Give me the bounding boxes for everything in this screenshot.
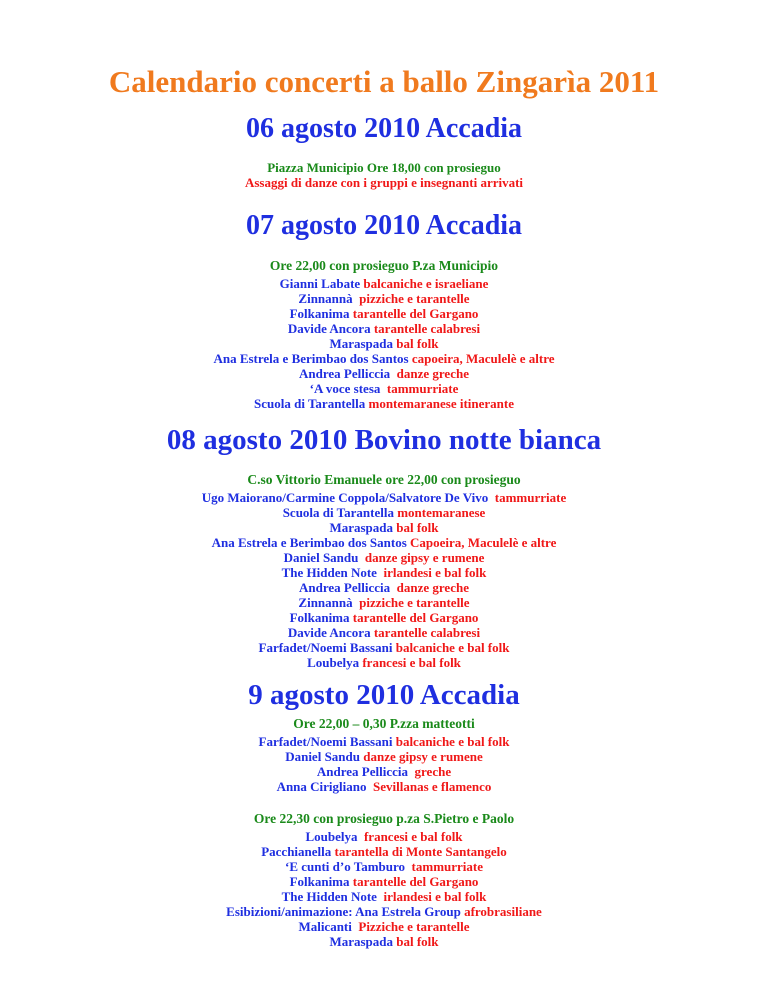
performer-name: Davide Ancora	[287, 321, 371, 336]
performer-name: ‘A voce stesa	[309, 381, 381, 396]
performer-name: Scuola di Tarantella	[254, 396, 366, 411]
dance-genre: montemaranese	[393, 505, 486, 520]
dance-genre: capoeira, Maculelè e altre	[408, 351, 555, 366]
performer-row	[0, 580, 768, 595]
section-body-06-agosto	[0, 160, 768, 190]
section-heading-07-agosto: 07 agosto 2010 Accadia	[245, 210, 523, 241]
dance-genre: balcaniche e bal folk	[392, 640, 510, 655]
dance-genre: bal folk	[393, 520, 439, 535]
performer-row	[0, 829, 768, 844]
dance-genre: irlandesi e bal folk	[376, 565, 487, 580]
dance-genre: danze greche	[390, 366, 469, 381]
event-info-line: C.so Vittorio Emanuele ore 22,00 con prosieguo	[247, 472, 521, 487]
performer-name: The Hidden Note	[281, 889, 377, 904]
section-body-07-agosto	[0, 258, 768, 411]
performer-name: Daniel Sandu	[285, 749, 360, 764]
section-body-08-agosto	[0, 472, 768, 670]
performer-row	[0, 749, 768, 764]
section-body-9-agosto	[0, 716, 768, 949]
performer-name: Ugo Maiorano/Carmine Coppola/Salvatore De Vivo	[201, 490, 489, 505]
performer-row	[0, 640, 768, 655]
performer-row	[0, 490, 768, 505]
performer-row	[0, 565, 768, 580]
performer-name: Gianni Labate	[279, 276, 361, 291]
performer-name: Esibizioni/animazione: Ana Estrela Group	[226, 904, 461, 919]
performer-name: Farfadet/Noemi Bassani	[258, 734, 393, 749]
performer-row	[0, 366, 768, 381]
performer-name: Zinnannà	[298, 595, 353, 610]
dance-genre: danze greche	[390, 580, 469, 595]
dance-genre: tarantelle calabresi	[370, 321, 481, 336]
performer-name: Maraspada	[329, 520, 394, 535]
performer-row	[0, 934, 768, 949]
performer-row	[0, 904, 768, 919]
performer-name: Ana Estrela e Berimbao dos Santos	[211, 535, 407, 550]
performer-name: Loubelya	[307, 655, 360, 670]
dance-genre: tarantelle del Gargano	[349, 874, 479, 889]
performer-row	[0, 381, 768, 396]
section-heading-08-agosto: 08 agosto 2010 Bovino notte bianca	[166, 424, 602, 456]
performer-name: Andrea Pelliccia	[316, 764, 409, 779]
dance-genre: francesi e bal folk	[359, 655, 461, 670]
performer-row	[0, 306, 768, 321]
dance-genre: bal folk	[393, 934, 439, 949]
dance-genre: montemaranese itinerante	[365, 396, 514, 411]
document-title: Calendario concerti a ballo Zingarìa 2011	[108, 64, 660, 99]
performer-row	[0, 535, 768, 550]
performer-row	[0, 595, 768, 610]
performer-row	[0, 520, 768, 535]
performer-row	[0, 764, 768, 779]
event-info-line: Ore 22,00 con prosieguo P.za Municipio	[269, 258, 499, 273]
dance-genre: Capoeira, Maculelè e altre	[406, 535, 557, 550]
dance-genre: bal folk	[393, 336, 439, 351]
section-heading-9-agosto: 9 agosto 2010 Accadia	[248, 679, 520, 711]
performer-name: Davide Ancora	[287, 625, 371, 640]
dance-genre: tammurriate	[488, 490, 567, 505]
performer-name: Folkanima	[289, 610, 350, 625]
performer-row	[0, 505, 768, 520]
performer-row	[0, 889, 768, 904]
performer-row	[0, 874, 768, 889]
performer-name: Pacchianella	[261, 844, 332, 859]
performer-name: Zinnannà	[298, 291, 353, 306]
event-info-line: Piazza Municipio Ore 18,00 con prosieguo	[267, 160, 501, 175]
dance-genre: francesi e bal folk	[357, 829, 463, 844]
dance-genre: tarantelle calabresi	[370, 625, 481, 640]
performer-name: Andrea Pelliccia	[299, 580, 391, 595]
performer-row	[0, 396, 768, 411]
performer-name: Maraspada	[329, 934, 394, 949]
dance-genre: tammurriate	[380, 381, 459, 396]
dance-genre: tarantelle del Gargano	[349, 306, 479, 321]
performer-name: Daniel Sandu	[283, 550, 359, 565]
performer-row	[0, 779, 768, 794]
event-info-line: Ore 22,00 – 0,30 P.zza matteotti	[293, 716, 475, 731]
performer-name: Andrea Pelliccia	[299, 366, 391, 381]
dance-genre: Sevillanas e flamenco	[366, 779, 492, 794]
event-note-line: Assaggi di danze con i gruppi e insegnanti arrivati	[244, 175, 524, 190]
dance-genre: pizziche e tarantelle	[352, 595, 470, 610]
dance-genre: irlandesi e bal folk	[376, 889, 487, 904]
performer-name: Folkanima	[289, 306, 350, 321]
dance-genre: greche	[408, 764, 452, 779]
performer-name: Farfadet/Noemi Bassani	[258, 640, 393, 655]
performer-name: Scuola di Tarantella	[282, 505, 394, 520]
dance-genre: balcaniche e bal folk	[392, 734, 510, 749]
performer-name: Loubelya	[305, 829, 358, 844]
dance-genre: Pizziche e tarantelle	[351, 919, 470, 934]
dance-genre: tarantella di Monte Santangelo	[331, 844, 507, 859]
performer-row	[0, 625, 768, 640]
performer-row	[0, 610, 768, 625]
performer-name: Folkanima	[289, 874, 350, 889]
performer-row	[0, 336, 768, 351]
dance-genre: afrobrasiliane	[460, 904, 542, 919]
dance-genre: pizziche e tarantelle	[352, 291, 470, 306]
performer-name: Maraspada	[329, 336, 394, 351]
performer-name: Anna Cirigliano	[276, 779, 367, 794]
performer-row	[0, 276, 768, 291]
dance-genre: danze gipsy e rumene	[360, 749, 483, 764]
event-info-line-2: Ore 22,30 con prosieguo p.za S.Pietro e Paolo	[253, 811, 515, 826]
performer-row	[0, 734, 768, 749]
dance-genre: danze gipsy e rumene	[358, 550, 485, 565]
section-heading-06-agosto: 06 agosto 2010 Accadia	[245, 113, 523, 144]
performer-row	[0, 919, 768, 934]
performer-name: The Hidden Note	[281, 565, 377, 580]
performer-name: Ana Estrela e Berimbao dos Santos	[213, 351, 409, 366]
performer-row	[0, 844, 768, 859]
performer-name: Malicanti	[298, 919, 352, 934]
performer-row	[0, 321, 768, 336]
dance-genre: tarantelle del Gargano	[349, 610, 479, 625]
dance-genre: tammurriate	[405, 859, 483, 874]
dance-genre: balcaniche e israeliane	[360, 276, 489, 291]
performer-name: ‘E cunti d’o Tamburo	[284, 859, 406, 874]
performer-row	[0, 351, 768, 366]
performer-row	[0, 291, 768, 306]
performer-row	[0, 859, 768, 874]
performer-row	[0, 550, 768, 565]
performer-row	[0, 655, 768, 670]
